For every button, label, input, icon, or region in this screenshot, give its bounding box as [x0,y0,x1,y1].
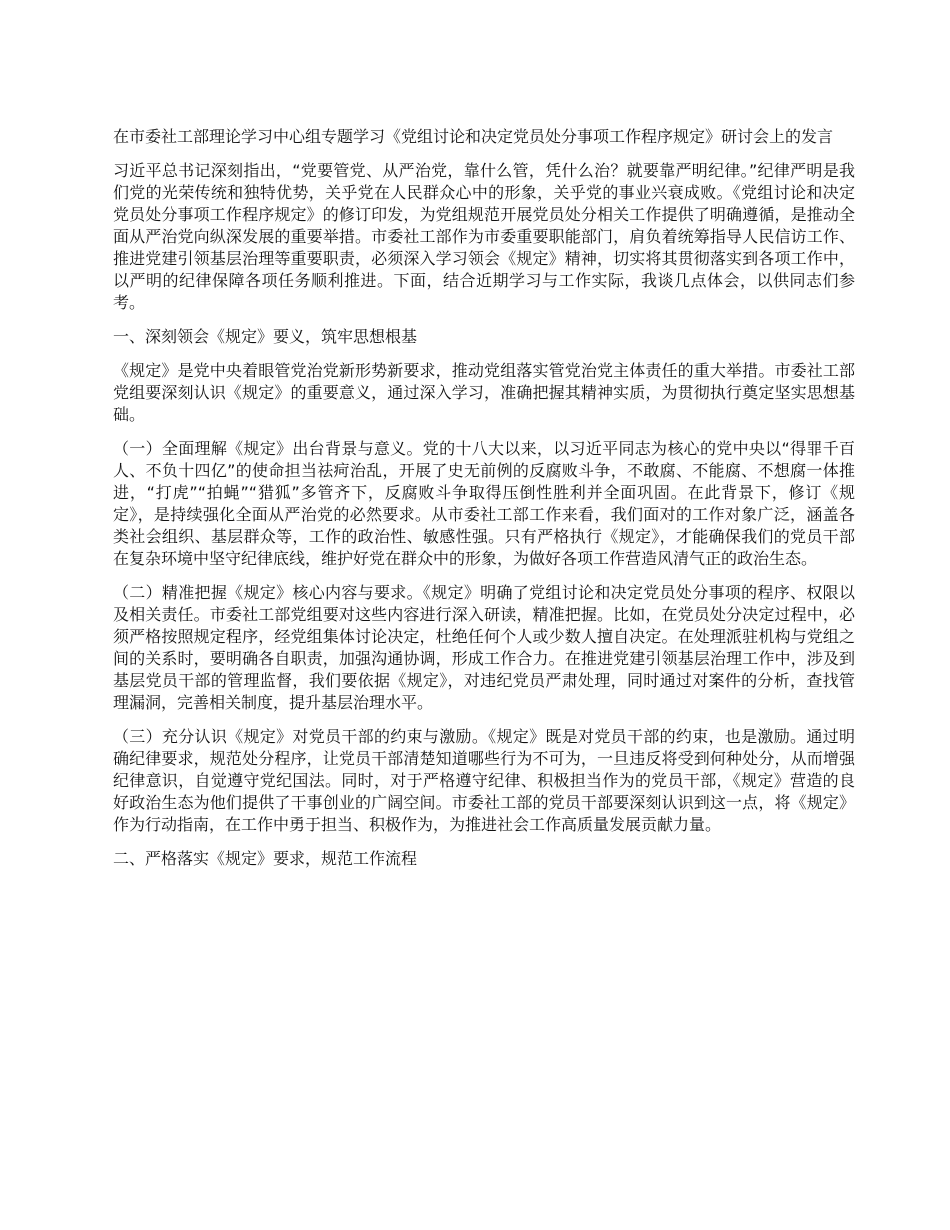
document-body [113,126,855,882]
section-1-point-2-paragraph: （二）精准把握《规定》核心内容与要求。《规定》明确了党组讨论和决定党员处分事项的程序、权限以及相关责任。市委社工部党组要对这些内容进行深入研读，精准把握。比如，在党员处分决定过程中，必须严格按照规定程序，经党组集体讨论决定，杜绝任何个人或少数人擅自决定。在处理派驻机构与党组之间的关系时，要明确各自职责，加强沟通协调，形成工作合力。在推进党建引领基层治理工作中，涉及到基层党员干部的管理监督，我们要依据《规定》，对违纪党员严肃处理，同时通过对案件的分析，查找管理漏洞，完善相关制度，提升基层治理水平。 [113,583,855,712]
intro-paragraph: 习近平总书记深刻指出，“党要管党、从严治党，靠什么管，凭什么治？就要靠严明纪律。”纪律严明是我们党的光荣传统和独特优势，关乎党在人民群众心中的形象，关乎党的事业兴衰成败。《党组讨论和决定党员处分事项工作程序规定》的修订印发，为党组规范开展党员处分相关工作提供了明确遵循，是推动全面从严治党向纵深发展的重要举措。市委社工部作为市委重要职能部门，肩负着统筹指导人民信访工作、推进党建引领基层治理等重要职责，必须深入学习领会《规定》精神，切实将其贯彻落实到各项工作中，以严明的纪律保障各项任务顺利推进。下面，结合近期学习与工作实际，我谈几点体会，以供同志们参考。 [113,161,855,312]
section-1-intro-paragraph: 《规定》是党中央着眼管党治党新形势新要求，推动党组落实管党治党主体责任的重大举措。市委社工部党组要深刻认识《规定》的重要意义，通过深入学习，准确把握其精神实质，为贯彻执行奠定坚实思想基础。 [113,361,855,424]
section-1-point-1-paragraph: （一）全面理解《规定》出台背景与意义。党的十八大以来，以习近平同志为核心的党中央以“得罪千百人、不负十四亿”的使命担当祛疴治乱，开展了史无前例的反腐败斗争，不敢腐、不能腐、不想腐一体推进，“打虎”“拍蝇”“猎狐”多管齐下，反腐败斗争取得压倒性胜利并全面巩固。在此背景下，修订《规定》，是持续强化全面从严治党的必然要求。从市委社工部工作来看，我们面对的工作对象广泛，涵盖各类社会组织、基层群众等，工作的政治性、敏感性强。只有严格执行《规定》，才能确保我们的党员干部在复杂环境中坚守纪律底线，维护好党在群众中的形象，为做好各项工作营造风清气正的政治生态。 [113,439,855,568]
document-title: 在市委社工部理论学习中心组专题学习《党组讨论和决定党员处分事项工作程序规定》研讨会上的发言 [113,127,834,146]
section-1-point-3-paragraph: （三）充分认识《规定》对党员干部的约束与激励。《规定》既是对党员干部的约束，也是激励。通过明确纪律要求，规范处分程序，让党员干部清楚知道哪些行为不可为，一旦违反将受到何种处分，从而增强纪律意识，自觉遵守党纪国法。同时，对于严格遵守纪律、积极担当作为的党员干部，《规定》营造的良好政治生态为他们提供了干事创业的广阔空间。市委社工部的党员干部要深刻认识到这一点，将《规定》作为行动指南，在工作中勇于担当、积极作为，为推进社会工作高质量发展贡献力量。 [113,727,855,834]
section-1-heading: 一、深刻领会《规定》要义，筑牢思想根基 [113,327,418,346]
section-2-heading: 二、严格落实《规定》要求，规范工作流程 [113,849,418,868]
